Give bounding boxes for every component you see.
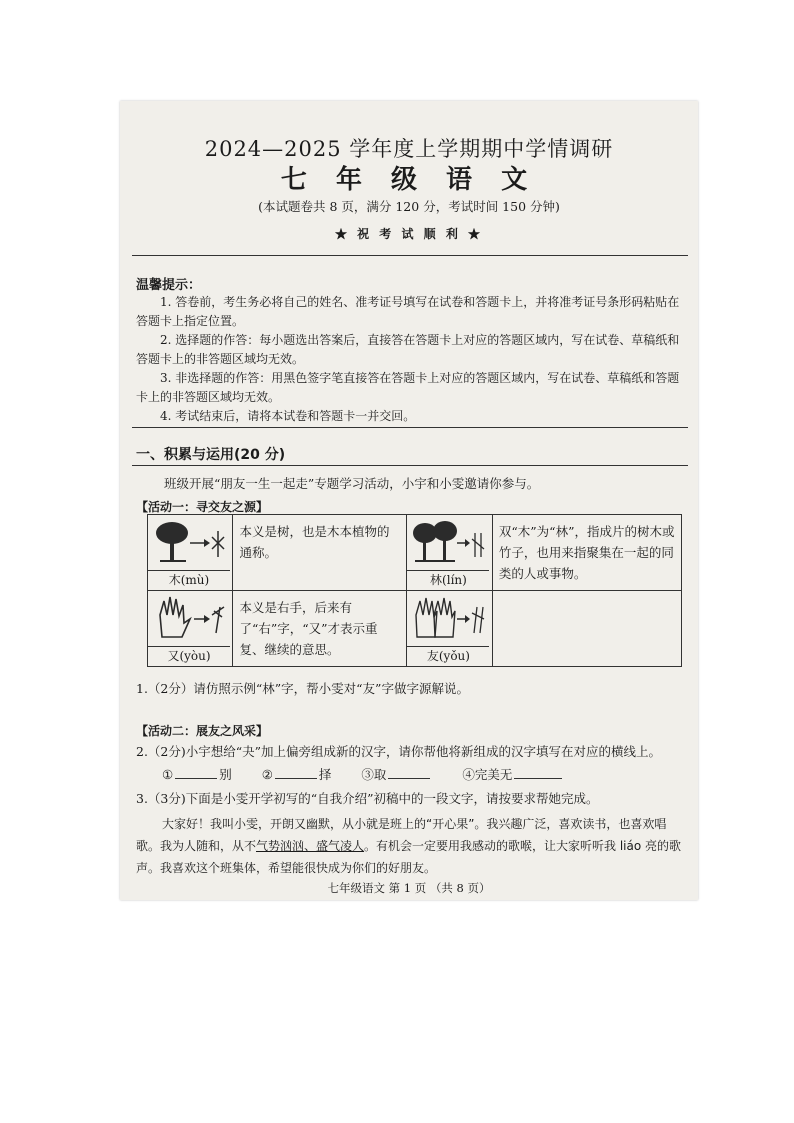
answer-blank[interactable] bbox=[388, 778, 430, 779]
answer-blank[interactable] bbox=[175, 778, 217, 779]
tips-title: 温馨提示： bbox=[136, 278, 202, 293]
glyph-cell-lin bbox=[407, 515, 492, 591]
self-intro-part: 。有机会一定要用我感动的歌喉，让大家听听我 liáo 亮的歌声。我喜欢这个班集体，希望能很快成为你们的好朋友。 bbox=[136, 839, 682, 875]
glyph-cell-you-friend bbox=[407, 591, 492, 667]
exam-title: 2024—2025 学年度上学期期中学情调研 bbox=[204, 137, 614, 161]
glyph-desc-empty bbox=[492, 591, 681, 667]
question-2: 2.（2分)小宇想给“夬”加上偏旁组成新的汉字，请你帮他将新组成的汉字填写在对应的横线上。 bbox=[136, 744, 662, 759]
glyph-origin-table bbox=[147, 514, 682, 667]
section-title: 一、积累与运用(20 分) bbox=[136, 447, 286, 463]
exam-info: (本试题卷共 8 页，满分 120 分，考试时间 150 分钟) bbox=[258, 199, 560, 214]
question-3: 3.（3分)下面是小雯开学初写的“自我介绍”初稿中的一段文字，请按要求帮她完成。 bbox=[136, 791, 599, 806]
tip-item: 3. 非选择题的作答：用黑色签字笔直接答在答题卡上对应的答题区域内，写在试卷、草稿纸和答题卡上的非答题区域均无效。 bbox=[136, 371, 680, 404]
two-hands-icon bbox=[411, 593, 485, 641]
self-intro-text bbox=[136, 813, 688, 879]
tip-item: 4. 考试结束后，请将本试卷和答题卡一并交回。 bbox=[160, 409, 416, 423]
tree-icon bbox=[152, 517, 226, 565]
blank-label: 别 bbox=[219, 767, 232, 782]
blank-label: ④完美无 bbox=[462, 767, 513, 782]
glyph-desc: 双“木”为“林”，指成片的树木或竹子，也用来指聚集在一起的同类的人或事物。 bbox=[492, 515, 681, 591]
exam-subject: 七 年 级 语 文 bbox=[280, 165, 538, 195]
divider-line bbox=[132, 427, 688, 428]
answer-blank[interactable] bbox=[275, 778, 317, 779]
answer-blank[interactable] bbox=[514, 778, 562, 779]
self-intro-underlined: 气势汹汹、盛气凌人 bbox=[256, 839, 365, 853]
glyph-char: 又(yòu) bbox=[148, 646, 230, 665]
question-1: 1.（2分）请仿照示例“林”字，帮小雯对“友”字做字源解说。 bbox=[136, 681, 469, 696]
section-intro: 班级开展“朋友一生一起走”专题学习活动，小宇和小雯邀请你参与。 bbox=[164, 476, 540, 491]
glyph-cell-mu bbox=[148, 515, 233, 591]
blank-label: ③取 bbox=[361, 767, 387, 782]
glyph-desc: 本义是树，也是木本植物的通称。 bbox=[233, 515, 407, 591]
tip-item: 2. 选择题的作答：每小题选出答案后，直接答在答题卡上对应的答题区域内，写在试卷、草稿纸和答题卡上的非答题区域均无效。 bbox=[136, 333, 680, 366]
divider-line bbox=[132, 255, 688, 256]
exam-wish: ★ 祝 考 试 顺 利 ★ bbox=[334, 227, 484, 241]
tip-item: 1. 答卷前，考生务必将自己的姓名、准考证号填写在试卷和答题卡上，并将准考证号条形码粘贴在答题卡上指定位置。 bbox=[136, 295, 680, 328]
page-footer: 七年级语文 第 1 页 （共 8 页） bbox=[327, 881, 491, 895]
glyph-char: 林(lín) bbox=[407, 570, 489, 589]
divider-line bbox=[132, 465, 688, 466]
self-intro-part: 大家好！我叫小雯，开朗又幽默，从小就是班上的“开心果”。我兴趣广泛，喜欢读书，也喜欢唱歌。我为人随和，从不 bbox=[136, 817, 667, 853]
glyph-char: 木(mù) bbox=[148, 570, 230, 589]
right-hand-icon bbox=[152, 593, 226, 641]
glyph-cell-you-again bbox=[148, 591, 233, 667]
forest-icon bbox=[411, 517, 485, 565]
blank-label: ② bbox=[261, 767, 273, 782]
blank-label: ① bbox=[162, 767, 174, 782]
activity-one-title: 【活动一：寻交友之源】 bbox=[136, 500, 269, 514]
activity-two-title: 【活动二：展友之风采】 bbox=[136, 724, 269, 738]
blank-label: 择 bbox=[318, 767, 332, 782]
glyph-char: 友(yǒu) bbox=[407, 646, 489, 665]
glyph-desc: 本义是右手，后来有了“右”字，“又”才表示重复、继续的意思。 bbox=[233, 591, 407, 667]
question-2-blanks bbox=[162, 765, 682, 785]
exam-paper bbox=[120, 101, 698, 900]
